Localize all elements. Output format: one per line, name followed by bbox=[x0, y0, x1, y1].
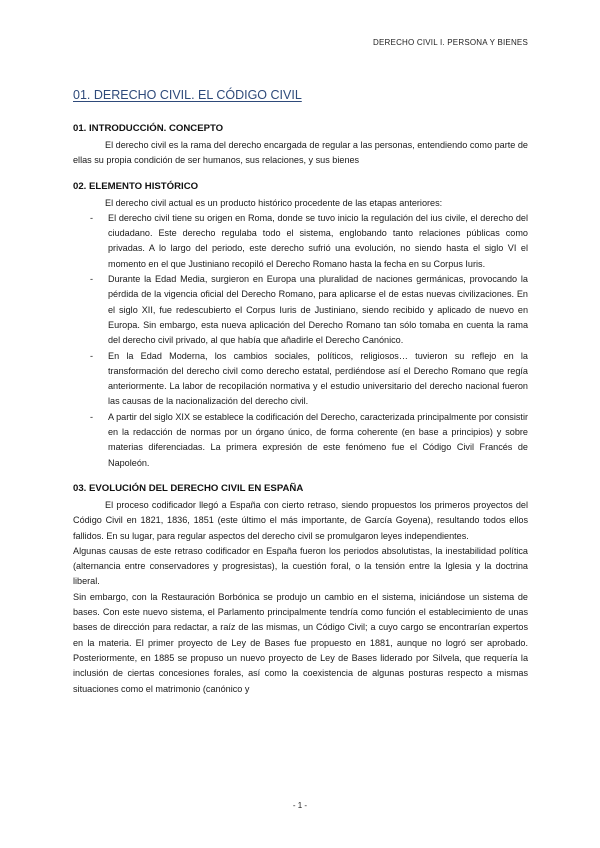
list-item bbox=[73, 272, 528, 348]
running-header: DERECHO CIVIL I. PERSONA Y BIENES bbox=[373, 38, 528, 47]
bullet-list bbox=[73, 211, 528, 471]
list-item-text: El derecho civil tiene su origen en Roma, donde se tuvo inicio la regulación del ius civile, el derecho del ciudadano. Este derecho regulaba todo el sistema, englobando tanto relaciones públicas como privadas. A lo largo del periodo, este derecho sufrió una evolución, no siendo hasta el siglo VI el momento en el que Justiniano recopiló el Derecho Romano hasta la fecha en su Corpus Iuris. bbox=[108, 212, 528, 269]
section-introduccion bbox=[73, 122, 528, 169]
paragraph: El derecho civil es la rama del derecho encargada de regular a las personas, entendiendo como parte de ellas su propia condición de ser humanos, sus relaciones, y sus bienes bbox=[73, 140, 528, 166]
section-evolucion-espana bbox=[73, 482, 528, 697]
list-item-text: En la Edad Moderna, los cambios sociales, políticos, religiosos… tuvieron su reflejo en la transformación del derecho civil como derecho estatal, perdiéndose así el Derecho Romano que regía anteriormente. La labor de recopilación normativa y el estudio universitario del derecho nacional fueron las causas de la nacionalización del derecho civil. bbox=[108, 350, 528, 407]
paragraph: Algunas causas de este retraso codificador en España fueron los periodos absolutistas, la inestabilidad política (alternancia entre conservadores y progresistas), la cuestión foral, o la tensión entre la Iglesia y la doctrina liberal. bbox=[73, 545, 528, 587]
dash-bullet: - bbox=[90, 212, 94, 223]
document-title: 01. DERECHO CIVIL. EL CÓDIGO CIVIL bbox=[73, 88, 302, 102]
section-heading: 02. ELEMENTO HISTÓRICO bbox=[73, 180, 199, 192]
paragraph: El proceso codificador llegó a España con cierto retraso, siendo propuestos los primeros proyectos del Código Civil en 1821, 1836, 1851 (este último el más importante, de García Goyena), resultando todos ellos fallidos. En su lugar, para regular aspectos del derecho civil se promulgaron leyes independientes. bbox=[73, 499, 528, 541]
section-heading: 03. EVOLUCIÓN DEL DERECHO CIVIL EN ESPAÑA bbox=[73, 482, 304, 494]
section-elemento-historico bbox=[73, 180, 528, 471]
dash-bullet: - bbox=[90, 411, 94, 422]
page-number: - 1 - bbox=[292, 801, 308, 810]
list-item bbox=[73, 211, 528, 272]
dash-bullet: - bbox=[90, 274, 94, 285]
list-item-text: Durante la Edad Media, surgieron en Europa una pluralidad de naciones germánicas, provocando la pérdida de la vigencia oficial del Derecho Romano, para aplicarse el de estas nuevas civilizaciones. En el siglo XII, fue redescubierto el Corpus Iuris de Justiniano, siendo recibido y aplicado de nuevo en Europa. Sin embargo, esta nueva aplicación del Derecho Romano tan sólo tomaba en cuenta la rama del derecho civil privado, al que había que añadirle el Derecho Canónico. bbox=[108, 274, 528, 346]
list-item bbox=[73, 410, 528, 471]
paragraph: Sin embargo, con la Restauración Borbónica se produjo un cambio en el sistema, iniciándose un sistema de bases. Con este nuevo sistema, el Parlamento principalmente tendría como función el establecimiento de unas bases de dirección para redactar, a raíz de las mismas, un Código Civil; a cuyo cargo se encontrarían expertos en la materia. El primer proyecto de Ley de Bases fue propuesto en 1881, aunque no logró ser aprobado. Posteriormente, en 1885 se propuso un nuevo proyecto de Ley de Bases liderado por Silvela, que requería la inclusión de ciertas concesiones forales, así como la coexistencia de algunas posturas respecto a mismas situaciones como el matrimonio (canónico y bbox=[73, 591, 528, 694]
paragraph: El derecho civil actual es un producto histórico procedente de las etapas anteriores: bbox=[105, 197, 443, 208]
section-heading: 01. INTRODUCCIÓN. CONCEPTO bbox=[73, 123, 224, 134]
dash-bullet: - bbox=[90, 350, 94, 361]
list-item-text: A partir del siglo XIX se establece la codificación del Derecho, caracterizada principalmente por consistir en la redacción de normas por un órgano único, de forma coherente (en base a principios) y sobre materias diferenciadas. La primera expresión de este fenómeno fue el Código Civil Francés de Napoleón. bbox=[108, 411, 528, 468]
list-item bbox=[73, 349, 528, 410]
document-body bbox=[73, 122, 528, 708]
